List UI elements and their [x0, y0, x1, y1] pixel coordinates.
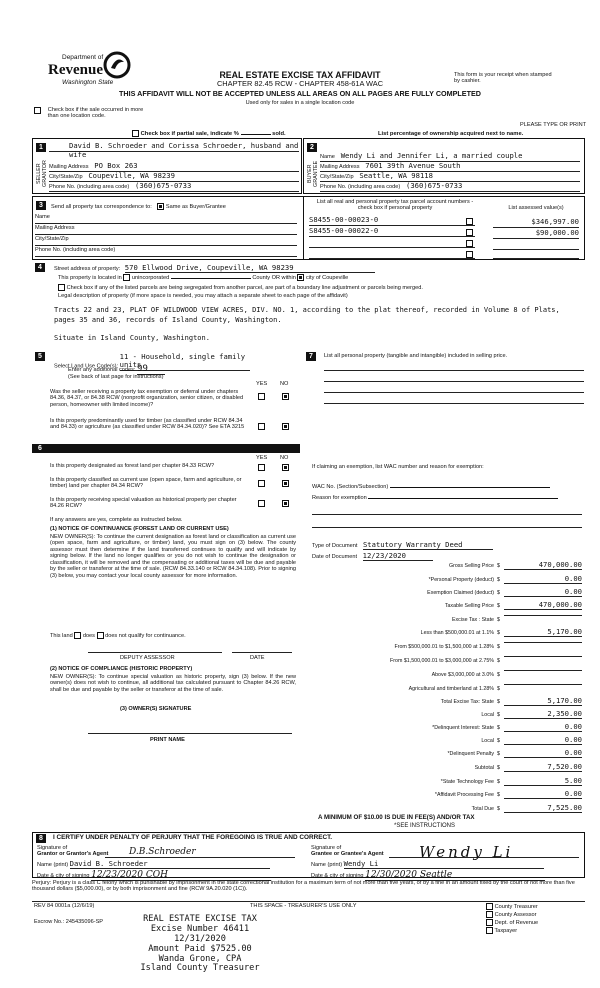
notice-1-text: NEW OWNER(S): To continue the current designation as forest land or classification as current use (open space, farm and agriculture, or timber) land, you must sign on (3) below. The county assessor must then determine if the land transferred continues to qualify and will indicate by signing below. If the land no longer qualifies or you do not wish to continue the designation or classification, it will be removed and the compensating or additional taxes will be due and payable by the seller or transferor at the time of sale. (RCW 84.33.140 or RCW 84.34.108). Prior to signing (3) below, you may contact your local county assessor for more information. [50, 534, 296, 579]
sig-grantor-label-1: Signature of [37, 845, 68, 851]
grantee-name-label: Name (print) [311, 862, 343, 868]
section-8-number: 8 [36, 834, 46, 843]
street-address: 570 Ellwood Drive, Coupeville, WA 98239 [125, 264, 375, 273]
dollar-sign: $ [497, 644, 500, 650]
tax-row-label: *Affidavit Processing Fee [434, 792, 494, 798]
tax-row-label: Agricultural and timberland at 1.28% [408, 686, 494, 692]
tax-row-label: *Delinquent Penalty [447, 751, 494, 757]
minimum-due: A MINIMUM OF $10.00 IS DUE IN FEE(S) AND/OR TAX [318, 814, 475, 821]
tax-row [310, 574, 582, 588]
assessed-2: $90,000.00 [493, 229, 579, 239]
copy-taxpayer-checkbox[interactable] [486, 927, 493, 934]
deputy-date-label: DATE [250, 655, 265, 661]
grantor-signature: D.B.Schroeder [129, 847, 196, 857]
notice-1-title: (1) NOTICE OF CONTINUANCE (FOREST LAND OR CURRENT USE) [50, 526, 229, 532]
multi-location-label: Check box if the sale occurred in more than one location code. [47, 107, 144, 120]
sec5-q1-yes-checkbox[interactable] [258, 393, 265, 400]
send-correspondence-label: Send all property tax correspondence to: [51, 203, 152, 210]
stamp-line-4: Amount Paid $7525.00 [148, 943, 252, 954]
tax-row-value: 5,170.00 [504, 697, 582, 706]
tax-row-value: 7,520.00 [504, 763, 582, 772]
buyer-name: Wendy Li and Jennifer Li, a married couple [340, 151, 523, 160]
tax-row-label: *State Technology Fee [440, 779, 494, 785]
segregated-checkbox[interactable] [58, 284, 65, 291]
does-checkbox[interactable] [74, 632, 81, 639]
city-checkbox[interactable] [297, 274, 304, 281]
receipt-note: This form is your receipt when stamped by cashier. [454, 72, 552, 85]
tax-row-value [504, 615, 582, 616]
same-as-buyer-label: Same as Buyer/Grantee [165, 203, 226, 210]
dollar-sign: $ [497, 699, 500, 705]
corr-phone-label: Phone No. (including area code) [35, 247, 297, 257]
buyer-side-label: BUYER GRANTEE [307, 160, 320, 188]
section-7 [306, 352, 584, 412]
form-notice: THIS AFFIDAVIT WILL NOT BE ACCEPTED UNLESS ALL AREAS ON ALL PAGES ARE FULLY COMPLETED [119, 89, 481, 98]
tax-row [310, 748, 582, 762]
tax-row-value: 0.00 [504, 736, 582, 745]
dollar-sign: $ [497, 590, 500, 596]
tax-row-label: Above $3,000,000 at 3.0% [431, 672, 494, 678]
unincorporated-checkbox[interactable] [123, 274, 130, 281]
rev-number: REV 84 0001a (12/6/19) [34, 903, 95, 909]
land-use-label: Select Land Use Code(s): [54, 363, 119, 370]
sec6-q1: Is this property designated as forest land per chapter 84.33 RCW? [50, 463, 215, 469]
section-6-number: 6 [35, 444, 45, 453]
situate: Situate in Island County, Washington. [54, 334, 210, 342]
tax-row-label: From $500,000.01 to $1,500,000 at 1.28% [394, 644, 494, 650]
tax-row [310, 686, 582, 697]
tax-row [310, 709, 582, 723]
tax-row-value [504, 656, 582, 657]
sec6-q2-no-checkbox[interactable] [282, 480, 289, 487]
parcel-1-personal-checkbox[interactable] [466, 218, 473, 225]
sec6-q2-yes-checkbox[interactable] [258, 480, 265, 487]
see-instructions-note: *SEE INSTRUCTIONS [394, 823, 456, 829]
buyer-city: Seattle, WA 98118 [359, 171, 433, 180]
revenue-wordmark: Revenue [48, 62, 103, 78]
doc-date-label: Date of Document [312, 554, 358, 560]
seller-city-label: City/State/Zip [49, 174, 83, 180]
buyer-city-label: City/State/Zip [320, 174, 354, 180]
tax-row-label: Subtotal [474, 765, 494, 771]
seller-phone-label: Phone No. (including area code) [49, 184, 130, 190]
parcel-3-personal-checkbox[interactable] [466, 240, 473, 247]
section-5-number: 5 [35, 352, 45, 361]
sec6-q3: Is this property receiving special valuation as historical property per chapter 84.26 RCW? [50, 497, 237, 510]
seller-side-label: SELLER GRANTOR [36, 160, 49, 188]
one-location-note: Used only for sales in a single location code [245, 100, 355, 106]
section-6 [32, 444, 300, 624]
tax-row-label: Excise Tax : State [451, 617, 494, 623]
copy-taxpayer: Taxpayer [494, 927, 518, 934]
land-use-code: 11 - Household, single family units [120, 353, 250, 371]
tax-row [310, 696, 582, 710]
grantee-signature: Wendy Li [419, 843, 514, 861]
parcel-4-personal-checkbox[interactable] [466, 251, 473, 258]
tax-row-label: *Personal Property (deduct) [428, 577, 494, 583]
grantor-date: 12/23/2020 COH [91, 870, 271, 881]
buyer-address-label: Mailing Address [320, 164, 360, 170]
tax-row-value [504, 670, 582, 671]
treasurer-use: THIS SPACE - TREASURER'S USE ONLY [250, 903, 357, 909]
copy-county-treasurer: County Treasurer [494, 903, 538, 910]
section-2-number: 2 [307, 143, 317, 152]
dollar-sign: $ [497, 725, 500, 731]
buyer-name-label: Name [320, 154, 335, 160]
parcel-2-personal-checkbox[interactable] [466, 229, 473, 236]
seller-address-label: Mailing Address [49, 164, 89, 170]
sec6-q3-yes-checkbox[interactable] [258, 500, 265, 507]
form-chapter: CHAPTER 82.45 RCW - CHAPTER 458-61A WAC [216, 79, 384, 88]
dollar-sign: $ [497, 603, 500, 609]
dollar-sign: $ [497, 617, 500, 623]
section-3-box [32, 196, 585, 260]
list-personal-label: List all personal property (tangible and intangible) included in selling price. [324, 353, 508, 359]
sec6-q1-no-checkbox[interactable] [282, 464, 289, 471]
grantor-date-label: Date & city of signing [37, 873, 90, 879]
certify-statement: I CERTIFY UNDER PENALTY OF PERJURY THAT THE FOREGOING IS TRUE AND CORRECT. [53, 834, 333, 841]
stamp-line-3: 12/31/2020 [174, 933, 226, 944]
tax-row-value: 0.00 [504, 790, 582, 799]
deputy-assessor-label: DEPUTY ASSESSOR [120, 655, 175, 661]
tax-row-label: Local [481, 738, 494, 744]
copy-county-treasurer-checkbox[interactable] [486, 903, 493, 910]
corr-city-label: City/State/Zip [35, 236, 297, 246]
sec6-if-yes: If any answers are yes, complete as instructed below. [50, 517, 183, 523]
legal-label: Legal description of property (if more space is needed, you may attach a separate sheet to each page of the affidavit) [58, 293, 348, 299]
legal-description: Tracts 22 and 23, PLAT OF WILDWOOD VIEW ACRES, DIV. NO. 1, according to the plat thereof, recorded in Volume 8 of Plats, pages 35 and 36, records of Island County, Washington. [54, 306, 560, 324]
tax-row [310, 617, 582, 628]
city-of-label: city of Coupeville [305, 274, 349, 281]
tax-row-label: From $1,500,000.01 to $3,000,000 at 2.75% [390, 658, 494, 664]
tax-row [310, 672, 582, 683]
buyer-address: 7601 39th Avenue South [365, 161, 461, 170]
section-7-number: 7 [306, 352, 316, 361]
located-label: This property is located in [58, 274, 122, 281]
this-land-label: This land [50, 632, 73, 639]
sec5-q1-no-checkbox[interactable] [282, 393, 289, 400]
doc-type: Statutory Warranty Deed [363, 541, 493, 550]
tax-row-label: Gross Selling Price [448, 563, 494, 569]
dollar-sign: $ [497, 577, 500, 583]
tax-row-value: 0.00 [504, 588, 582, 597]
sec6-q3-no-checkbox[interactable] [282, 500, 289, 507]
notice-2-text: NEW OWNER(S): To continue special valuation as historic property, sign (3) below. If the new owner(s) does not wish to continue, all additional tax calculated pursuant to Chapter 84.26 RCW, shall be due and payable by the seller or transferor at the time of sale. [50, 674, 296, 693]
treasurer-stamp [110, 915, 290, 974]
continuance-row [50, 632, 186, 639]
tax-row-label: *Delinquent Interest: State [432, 725, 494, 731]
doc-type-label: Type of Document [312, 543, 358, 549]
sec5-q2-yes-checkbox[interactable] [258, 423, 265, 430]
dollar-sign: $ [497, 806, 500, 812]
grantee-name: Wendy Li [344, 860, 544, 869]
partial-sale-label: Check box if partial sale, indicate % [140, 131, 239, 138]
seller-name: David B. Schroeder and Corissa Schroeder, husband and wife [69, 141, 299, 159]
send-correspondence-row [51, 203, 226, 210]
dollar-sign: $ [497, 738, 500, 744]
please-type: PLEASE TYPE OR PRINT [520, 122, 587, 128]
sec6-q2: Is this property classified as current use (open space, farm and agriculture, or timber) land per chapter 84.34 RCW? [50, 477, 242, 490]
county-or-label: County OR within [252, 274, 296, 281]
see-instructions: (See back of last page for instructions) [68, 374, 164, 380]
dollar-sign: $ [497, 686, 500, 692]
street-label: Street address of property: [54, 266, 121, 272]
parcel-header: List all real and personal property tax parcel account numbers - check box if personal property [316, 199, 474, 212]
perjury-statement: Perjury: Perjury is a class C felony which is punishable by imprisonment in the state correctional institution for a maximum term of not more than five years, or by a fine in an amount fixed by the court of not more than five thousand dollars ($5,000.00), or by both imprisonment and fine (RCW 9A.20.020 (1C)). [32, 880, 575, 893]
sec5-yes: YES [256, 381, 268, 387]
tax-row [310, 722, 582, 736]
copy-county-assessor-checkbox[interactable] [486, 911, 493, 918]
same-as-buyer-checkbox[interactable] [157, 203, 164, 210]
print-name-label: PRINT NAME [150, 737, 185, 743]
tax-row-value: 470,000.00 [504, 601, 582, 610]
additional-codes-label: Enter any additional codes: [68, 367, 136, 373]
does-not-checkbox[interactable] [97, 632, 104, 639]
tax-row [310, 762, 582, 776]
reason-label: Reason for exemption [312, 495, 367, 501]
doc-date: 12/23/2020 [363, 552, 433, 561]
copy-dept-revenue-checkbox[interactable] [486, 919, 493, 926]
sig-grantee-label-1: Signature of [311, 845, 342, 851]
section-1-box [32, 138, 302, 194]
tax-row-value: 7,525.00 [504, 804, 582, 813]
tax-row [310, 789, 582, 803]
dollar-sign: $ [497, 765, 500, 771]
tax-row-value: 0.00 [504, 749, 582, 758]
corr-address-label: Mailing Address [35, 225, 297, 235]
copy-county-assessor: County Assessor [494, 911, 537, 918]
dollar-sign: $ [497, 712, 500, 718]
seller-city: Coupeville, WA 98239 [88, 171, 175, 180]
tax-row-value: 5.00 [504, 777, 582, 786]
corr-name-label: Name [35, 214, 297, 224]
partial-sale-checkbox[interactable] [132, 130, 139, 137]
multi-location-row [34, 107, 154, 120]
tax-row-label: Local [481, 712, 494, 718]
tax-row [310, 627, 582, 641]
sec5-q1: Was the seller receiving a property tax exemption or deferral under chapters 84.36, 84.37, or 84.38 RCW (nonprofit organization, senior citizen, or disabled person, homeowner with limited income)? [50, 389, 244, 408]
tax-row [310, 600, 582, 614]
ownership-pct-label: List percentage of ownership acquired next to name. [378, 131, 524, 137]
grantee-date-label: Date & city of signing [311, 873, 364, 879]
tax-row-label: Total Due [471, 806, 494, 812]
stamp-line-2: Excise Number 46411 [150, 923, 250, 934]
section-4-number: 4 [35, 263, 45, 272]
sig-grantee-label-2: Grantee or Grantee's Agent [311, 851, 384, 858]
seller-phone: (360)675-0733 [135, 181, 192, 190]
tax-row-label: Exemption Claimed (deduct) [427, 590, 494, 596]
sig-grantor-label-2: Grantor or Grantor's Agent [37, 851, 109, 858]
dollar-sign: $ [497, 792, 500, 798]
sec6-q1-yes-checkbox[interactable] [258, 464, 265, 471]
assessed-1: $346,997.00 [493, 218, 579, 228]
section-8-box [32, 832, 585, 878]
grantor-name: David B. Schroeder [70, 860, 270, 869]
dollar-sign: $ [497, 672, 500, 678]
segregated-label: Check box if any of the listed parcels are being segregated from another parcel, are part of a boundary line adjustment or parcels being merged. [66, 284, 423, 291]
tax-row-value: 0.00 [504, 575, 582, 584]
tax-row [310, 776, 582, 790]
grantee-date: 12/30/2020 Seattle [365, 870, 545, 881]
sec5-q2: Is this property predominantly used for timber (as classified under RCW 84.34 and 84.33) or agriculture (as classified under RCW 84.34.020)? See ETA 3215 [50, 418, 245, 431]
dept-of: Department of [62, 54, 104, 61]
buyer-phone: (360)675-0733 [406, 181, 463, 190]
sec6-yes: YES [256, 455, 268, 461]
multi-location-checkbox[interactable] [34, 107, 41, 114]
tax-row-label: Total Excise Tax: State [440, 699, 494, 705]
tax-row-value: 2,350.00 [504, 710, 582, 719]
tax-row-label: Less than $500,000.01 at 1.1% [420, 630, 494, 636]
section-5 [32, 352, 300, 442]
grantor-name-label: Name (print) [37, 862, 69, 868]
washington-state: Washington State [62, 79, 114, 86]
dollar-sign: $ [497, 751, 500, 757]
copy-dept-revenue: Dept. of Revenue [494, 919, 539, 926]
parcel-1: S8455-00-00023-0 [309, 215, 379, 224]
section-3-number: 3 [36, 201, 46, 210]
buyer-phone-label: Phone No. (including area code) [320, 184, 401, 190]
sec6-no: NO [280, 455, 289, 461]
tax-row-label: Taxable Selling Price [444, 603, 494, 609]
dollar-sign: $ [497, 563, 500, 569]
tax-row-value: 0.00 [504, 723, 582, 732]
partial-sale-row [132, 130, 286, 138]
stamp-line-6: Island County Treasurer [140, 963, 260, 974]
section-1-number: 1 [36, 143, 46, 152]
copies-list [486, 903, 538, 935]
form-title: REAL ESTATE EXCISE TAX AFFIDAVIT [219, 70, 381, 80]
sold-label: sold. [272, 131, 286, 138]
dollar-sign: $ [497, 658, 500, 664]
additional-codes: 99 [137, 364, 165, 375]
tax-row [310, 560, 582, 574]
unincorporated-label: unincorporated [131, 274, 170, 281]
section-2-box [303, 138, 585, 194]
does-not-label: does not qualify for continuance. [105, 632, 186, 639]
parcel-2: S8455-00-00022-0 [309, 226, 379, 235]
owner-signature-label: (3) OWNER(S) SIGNATURE [120, 706, 192, 712]
claim-exemption-label: If claiming an exemption, list WAC number and reason for exemption: [312, 464, 484, 470]
does-label: does [82, 632, 95, 639]
tax-row-value: 5,170.00 [504, 628, 582, 637]
escrow-number: Escrow No.: 245435096-SP [34, 919, 104, 925]
tax-row-value [504, 642, 582, 643]
tax-row-value: 470,000.00 [504, 561, 582, 570]
seller-address: PO Box 263 [94, 161, 138, 170]
tax-row [310, 658, 582, 669]
wac-label: WAC No. (Section/Subsection) [312, 484, 389, 490]
stamp-line-5: Wanda Grone, CPA [158, 953, 242, 964]
dollar-sign: $ [497, 779, 500, 785]
sec5-no: NO [280, 381, 289, 387]
tax-row-value [504, 684, 582, 685]
dollar-sign: $ [497, 630, 500, 636]
stamp-line-1: REAL ESTATE EXCISE TAX [143, 914, 257, 924]
assessed-header: List assessed value(s) [508, 205, 564, 211]
tax-row [310, 735, 582, 749]
notice-2-title: (2) NOTICE OF COMPLIANCE (HISTORIC PROPERTY) [50, 666, 193, 672]
tax-row [310, 644, 582, 655]
sec5-q2-no-checkbox[interactable] [282, 423, 289, 430]
